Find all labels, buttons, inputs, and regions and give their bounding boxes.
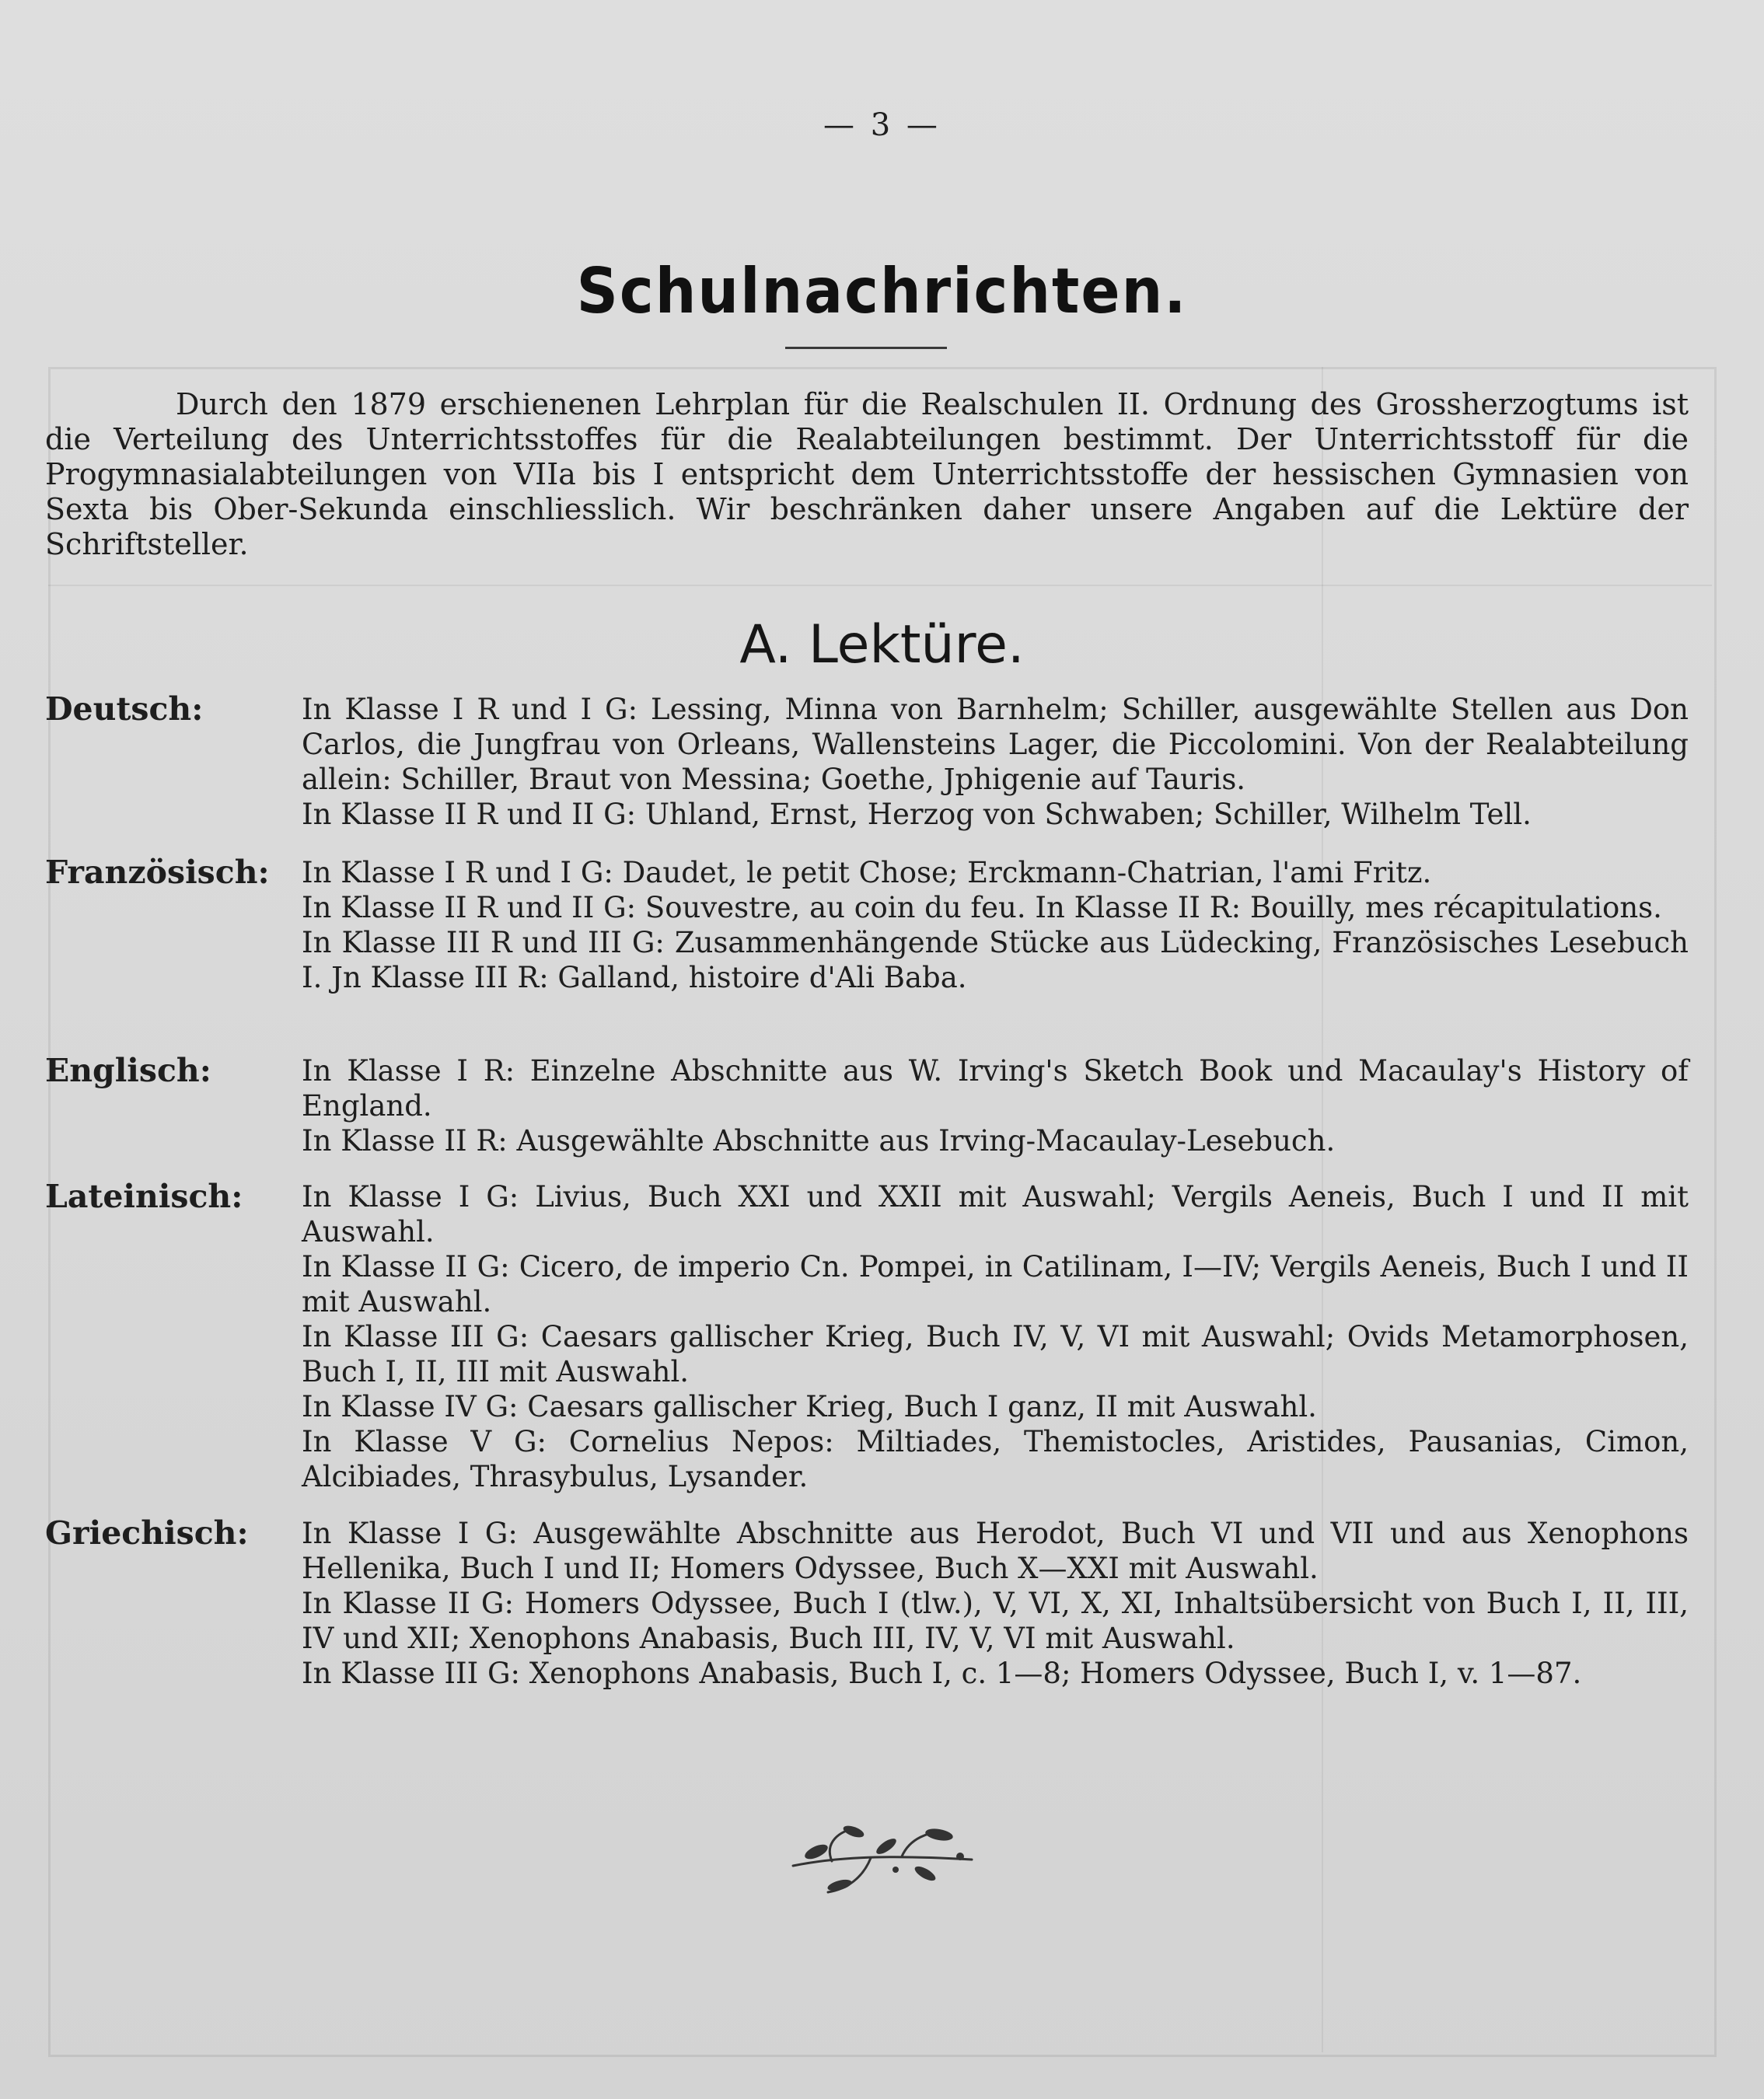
- reading-entry: In Klasse III G: Caesars gallischer Krieg, Buch IV, V, VI mit Auswahl; Ovids Metamorphosen, Buch I, II, III mit Auswahl.: [302, 1320, 1689, 1388]
- reading-entry: In Klasse II R: Ausgewählte Abschnitte aus Irving-Macaulay-Lesebuch.: [302, 1124, 1336, 1158]
- subject-griechisch: [45, 1516, 1689, 1691]
- reading-entry: In Klasse II G: Homers Odyssee, Buch I (tlw.), V, VI, X, XI, Inhaltsübersicht von Buch I, II, III, IV und XII; Xenophons Anabasis, Buch III, IV, V, VI mit Auswahl.: [302, 1587, 1689, 1655]
- reading-entry: In Klasse II R und II G: Souvestre, au coin du feu. In Klasse II R: Bouilly, mes récapitulations.: [302, 891, 1662, 924]
- subject-label: Englisch:: [45, 1052, 211, 1089]
- reading-entry: In Klasse I R und I G: Daudet, le petit Chose; Erckmann-Chatrian, l'ami Fritz.: [302, 856, 1432, 889]
- subject-text: [302, 1053, 1689, 1158]
- reading-entry: In Klasse III R und III G: Zusammenhängende Stücke aus Lüdecking, Französisches Lesebuch I. Jn Klasse III R: Galland, histoire d'Ali Baba.: [302, 926, 1689, 994]
- reading-entry: In Klasse I G: Ausgewählte Abschnitte aus Herodot, Buch VI und VII und aus Xenophons Hellenika, Buch I und II; Homers Odyssee, Buch X—XXI mit Auswahl.: [302, 1517, 1689, 1585]
- reading-entry: In Klasse V G: Cornelius Nepos: Miltiades, Themistocles, Aristides, Pausanias, Cimon, Alcibiades, Thrasybulus, Lysander.: [302, 1425, 1689, 1493]
- subject-franzoesisch: [45, 855, 1689, 995]
- subject-label: Deutsch:: [45, 690, 204, 728]
- reading-entry: In Klasse III G: Xenophons Anabasis, Buch I, c. 1—8; Homers Odyssee, Buch I, v. 1—87.: [302, 1657, 1582, 1690]
- section-title: A. Lektüre.: [739, 614, 1025, 676]
- bleed-through-rule: [48, 585, 1712, 586]
- subject-text: [302, 855, 1689, 995]
- page-title: Schulnachrichten.: [576, 255, 1188, 328]
- subject-lateinisch: [45, 1179, 1689, 1494]
- subject-text: [302, 692, 1689, 832]
- reading-entry: In Klasse I G: Livius, Buch XXI und XXII mit Auswahl; Vergils Aeneis, Buch I und II mit Auswahl.: [302, 1180, 1689, 1249]
- reading-entry: In Klasse I R und I G: Lessing, Minna von Barnhelm; Schiller, ausgewählte Stellen aus Don Carlos, die Jungfrau von Orleans, Wallensteins Lager, die Piccolomini. Von der Realabteilung allein: Schiller, Braut von Messina; Goethe, Jphigenie auf Tauris.: [302, 693, 1689, 796]
- reading-entry: In Klasse IV G: Caesars gallischer Krieg, Buch I ganz, II mit Auswahl.: [302, 1390, 1317, 1423]
- reading-entry: In Klasse I R: Einzelne Abschnitte aus W. Irving's Sketch Book und Macaulay's History of England.: [302, 1054, 1689, 1123]
- subject-label: Griechisch:: [45, 1514, 249, 1552]
- subject-deutsch: [45, 692, 1689, 832]
- floral-ornament-icon: [785, 1811, 980, 1905]
- reading-entry: In Klasse II R und II G: Uhland, Ernst, Herzog von Schwaben; Schiller, Wilhelm Tell.: [302, 798, 1532, 831]
- subject-text: [302, 1179, 1689, 1494]
- subject-label: Französisch:: [45, 854, 270, 891]
- page-number: — 3 —: [823, 107, 941, 143]
- reading-entry: In Klasse II G: Cicero, de imperio Cn. Pompei, in Catilinam, I—IV; Vergils Aeneis, Buch I und II mit Auswahl.: [302, 1250, 1689, 1318]
- subject-text: [302, 1516, 1689, 1691]
- subject-englisch: [45, 1053, 1689, 1158]
- subject-label: Lateinisch:: [45, 1178, 243, 1215]
- title-underline: [785, 347, 947, 349]
- intro-paragraph: Durch den 1879 erschienenen Lehrplan für die Realschulen II. Ordnung des Grossherzogtums ist die Verteilung des Unterrichtsstoffes für die Realabteilungen bestimmt. Der Unterrichtsstoff für die Progymnasialabteilungen von VIIa bis I entspricht dem Unterrichtsstoffe der hessischen Gymnasien von Sexta bis Ober-Sekunda einschliesslich. Wir beschränken daher unsere Angaben auf die Lektüre der Schriftsteller.: [45, 387, 1689, 561]
